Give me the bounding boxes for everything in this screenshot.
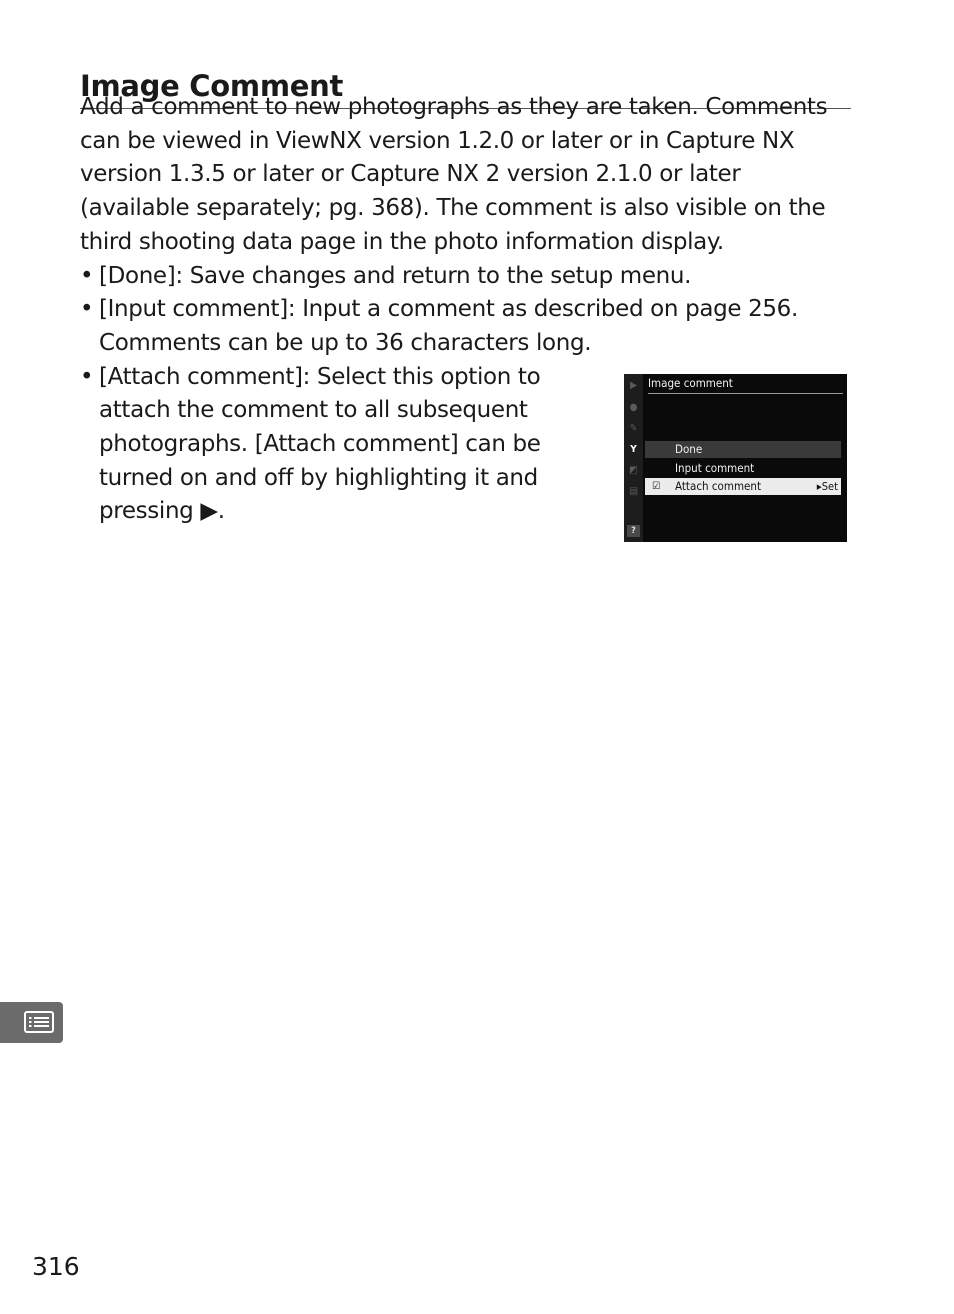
camera-menu-item-attach-comment bbox=[645, 478, 841, 495]
camera-menu-screenshot bbox=[624, 374, 847, 542]
help-icon: ? bbox=[627, 525, 640, 537]
bullet-attach-comment: • [Attach comment]: Select this option to attach the comment to all subsequent photographs. [Attach comment] can be turned on and off by highlighting it and pressing ▶. bbox=[80, 361, 579, 530]
bullet-done: • [Done]: Save changes and return to the setup menu. bbox=[80, 260, 855, 294]
section-tab bbox=[0, 1002, 63, 1043]
checkbox-checked-icon: ☑ bbox=[652, 481, 661, 492]
camera-menu-title: Image comment bbox=[648, 376, 843, 394]
menu-list-icon bbox=[24, 1011, 54, 1033]
page-heading: Image Comment bbox=[80, 67, 851, 109]
custom-settings-icon: ✎ bbox=[629, 423, 638, 434]
camera-menu-item-done bbox=[645, 441, 841, 458]
playback-menu-icon: ▶ bbox=[630, 380, 637, 391]
set-indicator: ▸Set bbox=[816, 480, 838, 493]
camera-menu-item-label: Done bbox=[675, 442, 703, 456]
camera-menu-item-input-comment bbox=[645, 460, 841, 477]
setup-menu-icon: Y bbox=[630, 444, 637, 455]
retouch-menu-icon: ◩ bbox=[629, 465, 638, 476]
camera-menu-item-label: Attach comment bbox=[675, 479, 762, 493]
camera-menu-item-label: Input comment bbox=[675, 461, 755, 475]
page-number: 316 bbox=[32, 1252, 80, 1281]
shooting-menu-icon: ● bbox=[629, 402, 638, 413]
my-menu-icon: ▤ bbox=[629, 486, 638, 497]
intro-paragraph: Add a comment to new photographs as they are taken. Comments can be viewed in ViewNX version 1.2.0 or later or in Capture NX version 1.3.5 or later or Capture NX 2 version 2.1.0 or later (available separately; pg. 368). The comment is also visible on the third shooting data page in the photo information display. bbox=[80, 94, 828, 255]
camera-menu-sidebar bbox=[624, 374, 643, 542]
bullet-input-comment: • [Input comment]: Input a comment as described on page 256. Comments can be up to 36 characters long. bbox=[80, 293, 855, 360]
